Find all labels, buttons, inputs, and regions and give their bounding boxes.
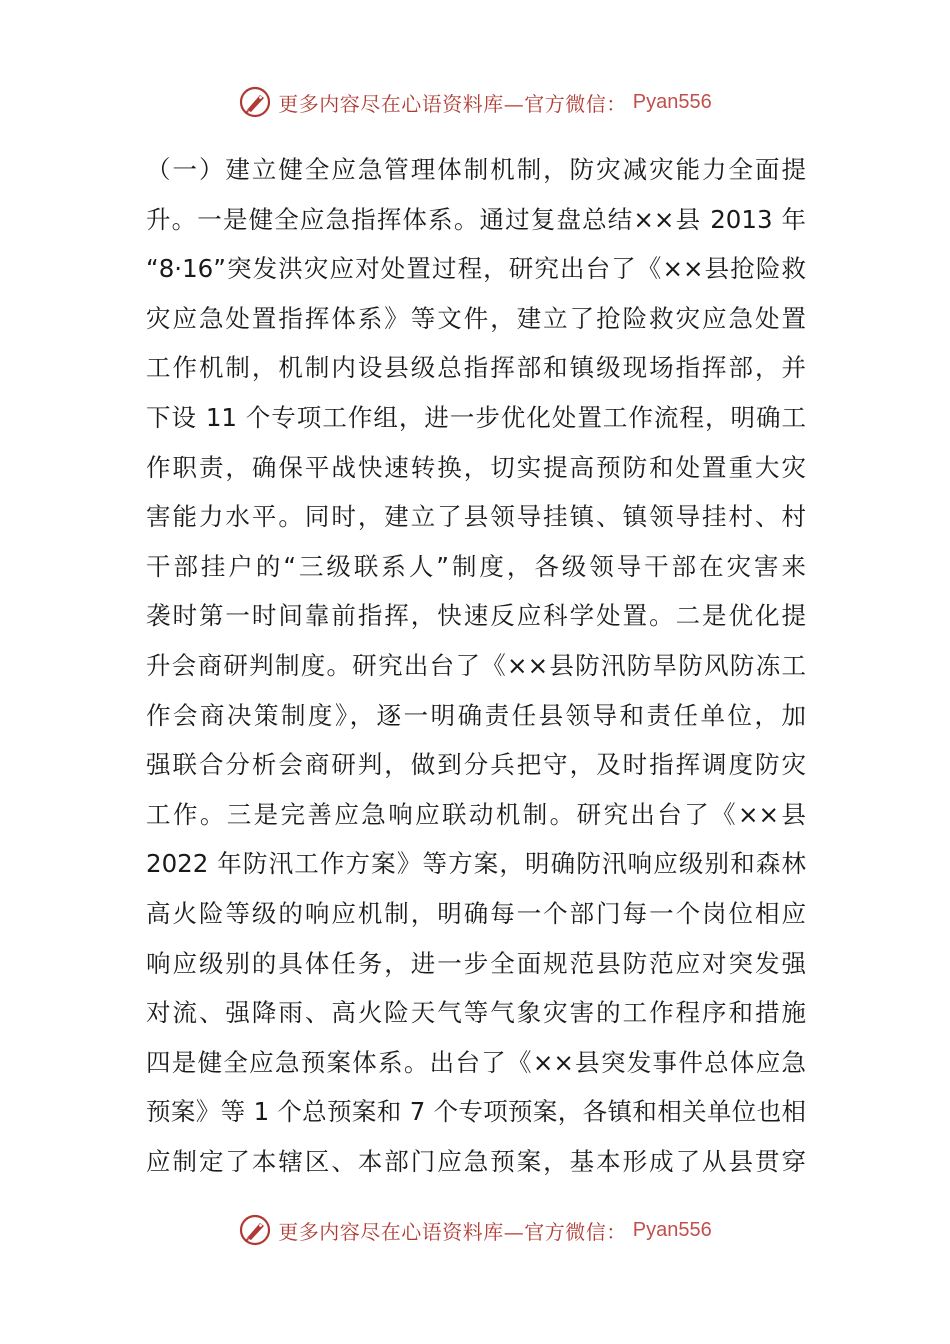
body-line: 作职责，确保平战快速转换，切实提高预防和处置重大灾 — [146, 452, 806, 482]
body-line: 应制定了本辖区、本部门应急预案，基本形成了从县贯穿 — [146, 1146, 806, 1176]
body-line: 响应级别的具体任务，进一步全面规范县防范应对突发强 — [146, 948, 806, 978]
banner-text: 更多内容尽在心语资料库—官方微信： — [278, 91, 627, 116]
body-line: 升会商研判制度。研究出台了《××县防汛防旱防风防冻工 — [146, 650, 806, 680]
body-line: 袭时第一时间靠前指挥，快速反应科学处置。二是优化提 — [146, 601, 806, 631]
banner-wechat-id: Pyan556 — [632, 1218, 712, 1241]
body-line: “8·16”突发洪灾应对处置过程，研究出台了《××县抢险救 — [146, 254, 806, 284]
body-line: 工作。三是完善应急响应联动机制。研究出台了《××县 — [146, 799, 806, 829]
body-line: 对流、强降雨、高火险天气等气象灾害的工作程序和措施 — [146, 998, 806, 1028]
pen-nib-logo-icon — [238, 1213, 272, 1247]
banner-wechat-id: Pyan556 — [632, 90, 712, 113]
body-line: （一）建立健全应急管理体制机制，防灾减灾能力全面提 — [146, 155, 806, 184]
body-line: 干部挂户的“三级联系人”制度，各级领导干部在灾害来 — [146, 551, 806, 581]
body-line: 强联合分析会商研判，做到分兵把守，及时指挥调度防灾 — [146, 750, 806, 780]
body-line: 升。一是健全应急指挥体系。通过复盘总结××县 2013 年 — [146, 204, 806, 234]
body-line: 作会商决策制度》，逐一明确责任县领导和责任单位，加 — [146, 700, 806, 730]
body-line: 害能力水平。同时，建立了县领导挂镇、镇领导挂村、村 — [146, 502, 806, 532]
banner-text: 更多内容尽在心语资料库—官方微信： — [278, 1219, 627, 1244]
body-line: 高火险等级的响应机制，明确每一个部门每一个岗位相应 — [146, 898, 806, 928]
header-watermark-banner — [0, 82, 950, 122]
body-line: 四是健全应急预案体系。出台了《××县突发事件总体应急 — [146, 1047, 806, 1077]
body-line: 灾应急处置指挥体系》等文件，建立了抢险救灾应急处置 — [146, 303, 806, 333]
body-line: 下设 11 个专项工作组，进一步优化处置工作流程，明确工 — [146, 402, 806, 432]
document-body — [146, 145, 806, 1186]
body-line: 工作机制，机制内设县级总指挥部和镇级现场指挥部，并 — [146, 353, 806, 383]
body-line: 2022 年防汛工作方案》等方案，明确防汛响应级别和森林 — [146, 849, 806, 879]
footer-watermark-banner — [0, 1210, 950, 1250]
body-line: 预案》等 1 个总预案和 7 个专项预案，各镇和相关单位也相 — [146, 1097, 806, 1127]
pen-nib-logo-icon — [238, 85, 272, 119]
